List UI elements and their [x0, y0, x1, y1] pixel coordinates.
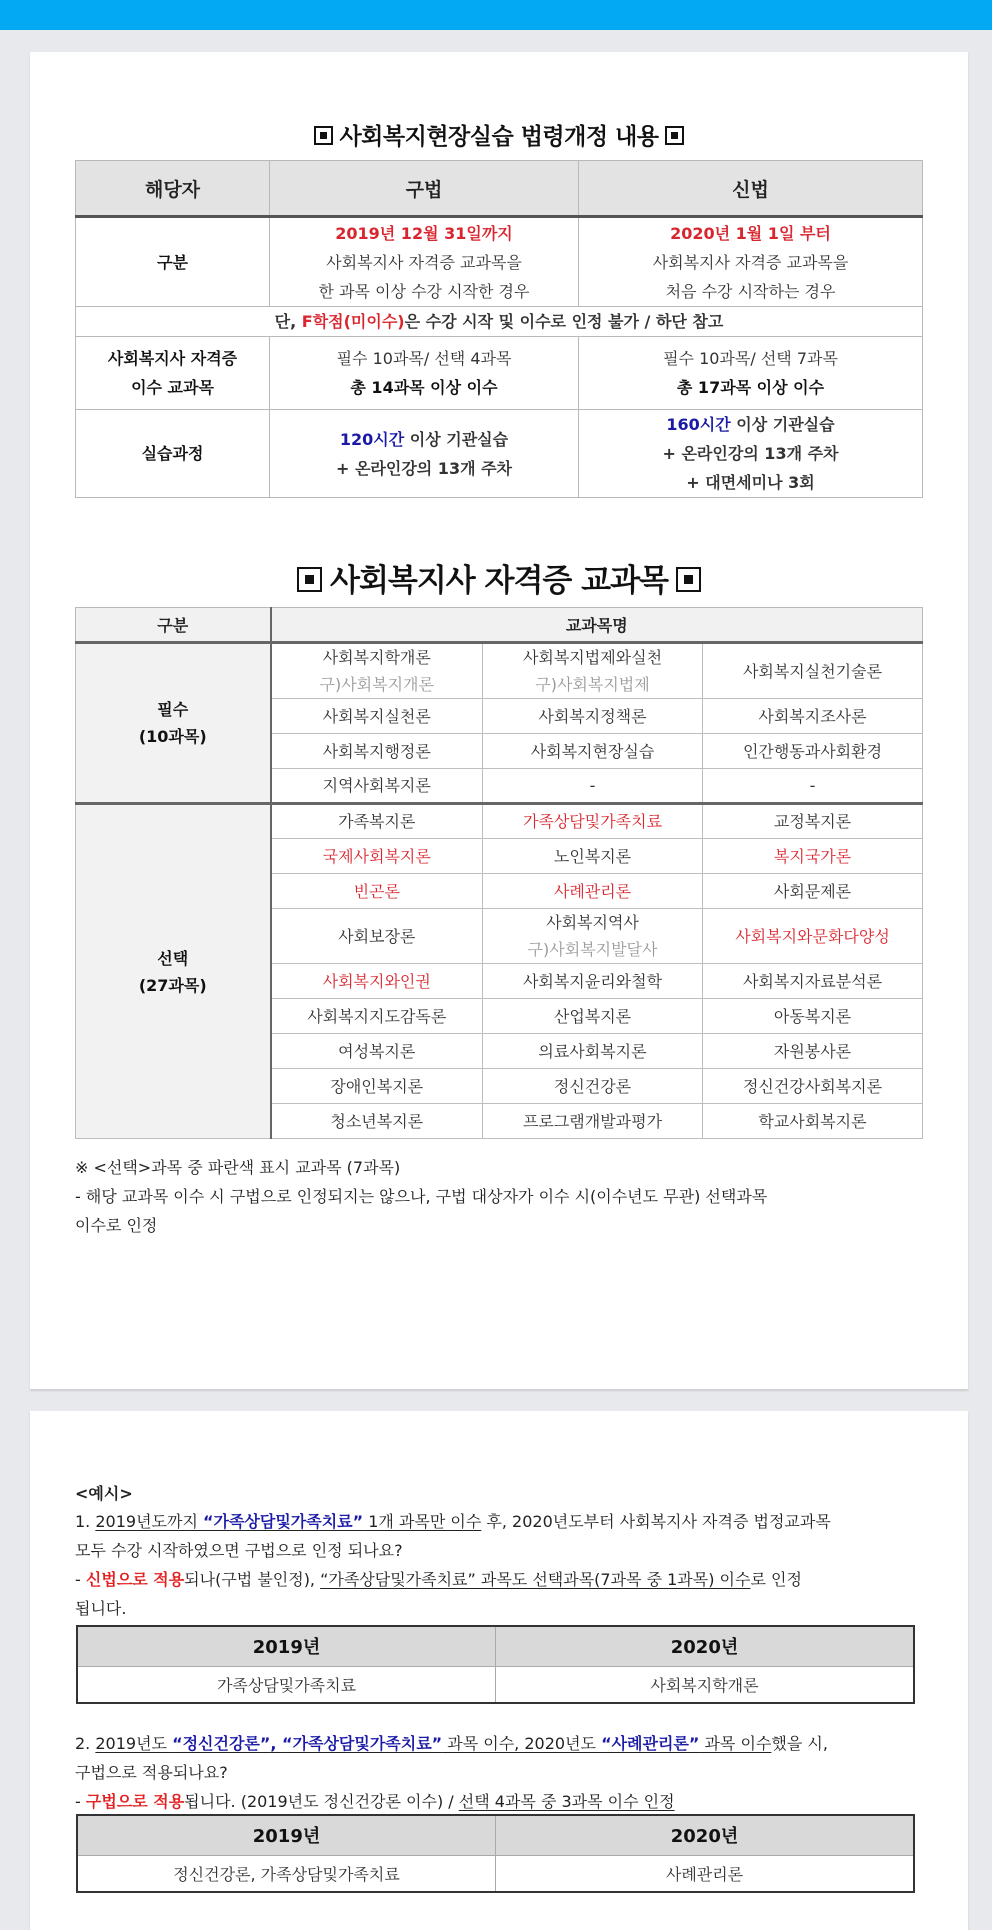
old-law-online: + 온라인강의 13개 주차	[335, 458, 513, 478]
course-cell	[703, 839, 923, 874]
course-name: 학교사회복지론	[758, 1111, 867, 1131]
note-highlight: F학점(미이수)	[301, 312, 405, 331]
header-2020: 2020년	[496, 1626, 915, 1666]
course-cell	[271, 874, 483, 909]
course-name: -	[589, 776, 596, 795]
cell-2019: 가족상담및가족치료	[77, 1666, 496, 1703]
course-cell	[271, 964, 483, 999]
category-count: (10과목)	[138, 727, 207, 746]
note-prefix: 단,	[274, 312, 302, 331]
question-number: 1.	[75, 1512, 96, 1531]
header-2019: 2019년	[77, 1626, 496, 1666]
course-name: 의료사회복지론	[538, 1041, 647, 1061]
curriculum-title	[30, 555, 968, 600]
table-row	[77, 1666, 914, 1703]
answer-verdict: 신법으로 적용	[85, 1570, 185, 1589]
question-text: 과목 이수	[699, 1734, 772, 1753]
course-name: 사회복지역사	[546, 913, 639, 932]
note-line: - 해당 교과목 이수 시 구법으로 인정되지는 않으나, 구법 대상자가 이수 시(이수년도 무관) 선택과목	[75, 1187, 768, 1206]
course-cell	[483, 1104, 703, 1139]
new-law-courses-total: 총 17과목 이상 이수	[676, 378, 825, 397]
header-2019: 2019년	[77, 1815, 496, 1855]
course-name: 자원봉사론	[773, 1041, 852, 1061]
course-name: 사회복지와문화다양성	[735, 926, 890, 946]
course-name: 산업복지론	[553, 1006, 632, 1026]
course-name: 노인복지론	[553, 846, 632, 866]
course-cell	[271, 1034, 483, 1069]
content-card-examples	[30, 1411, 968, 1930]
example-2-question-line1	[75, 1729, 935, 1758]
note-line: 이수로 인정	[75, 1216, 158, 1235]
course-name: 사회보장론	[338, 926, 416, 946]
course-cell	[703, 769, 923, 804]
question-text: 2019년도	[95, 1734, 173, 1753]
answer-text: 로 인정	[750, 1570, 802, 1589]
table-row-practicum	[76, 410, 923, 498]
course-cell	[271, 839, 483, 874]
course-name: 지역사회복지론	[322, 776, 431, 795]
new-law-hours-line	[579, 410, 922, 439]
course-name: 정신건강사회복지론	[742, 1076, 883, 1096]
header-category: 구분	[76, 608, 271, 643]
answer-verdict: 구법으로 적용	[85, 1792, 185, 1811]
row-label-line: 이수 교과목	[131, 378, 214, 397]
course-cell	[483, 874, 703, 909]
example-2-table	[76, 1814, 915, 1893]
separator: ,	[270, 1734, 283, 1753]
black-square-in-square-icon	[676, 567, 701, 592]
answer-dash: -	[75, 1792, 86, 1811]
row-label-line: 사회복지사 자격증	[107, 349, 238, 368]
course-cell	[483, 769, 703, 804]
answer-text: 되나(구법 불인정),	[184, 1570, 321, 1589]
header-new-law: 신법	[579, 161, 923, 217]
old-law-date: 2019년 12월 31일까지	[335, 223, 513, 243]
course-cell	[703, 999, 923, 1034]
course-name: 사회복지법제와실천	[522, 648, 663, 667]
former-course-name: 구)사회복지발달사	[527, 940, 658, 959]
course-name: 사회문제론	[773, 881, 852, 901]
new-law-hours: 160시간	[666, 415, 731, 434]
course-cell	[271, 909, 483, 964]
course-cell	[483, 999, 703, 1034]
course-name: 가족복지론	[338, 812, 416, 831]
row-label	[76, 337, 270, 410]
table-header-row	[76, 608, 923, 643]
row-label: 구분	[76, 217, 270, 307]
course-name: 빈곤론	[353, 881, 400, 901]
old-law-courses-total: 총 14과목 이상 이수	[350, 378, 498, 397]
old-law-hours-rest: 이상 기관실습	[404, 429, 509, 449]
course-name: 사회복지현장실습	[530, 741, 655, 761]
course-name: 사회복지실천기술론	[742, 661, 883, 681]
law-change-table	[75, 160, 923, 498]
course-name: 사회복지실천론	[322, 706, 431, 726]
course-cell	[483, 839, 703, 874]
old-law-desc-1: 사회복지사 자격증 교과목을	[326, 252, 522, 272]
course-name: 장애인복지론	[330, 1076, 424, 1096]
new-law-practicum-cell	[579, 410, 923, 498]
table-row	[76, 804, 923, 839]
course-name: 인간행동과사회환경	[742, 741, 883, 761]
course-cell	[271, 643, 483, 699]
course-cell	[271, 699, 483, 734]
old-law-category-cell	[270, 217, 579, 307]
example-1-answer-line1	[75, 1565, 935, 1594]
question-text: 후, 2020년도부터 사회복지사 자격증 법정교과목	[481, 1512, 831, 1531]
course-cell	[703, 1069, 923, 1104]
course-name: 청소년복지론	[330, 1111, 424, 1131]
former-course-name: 구)사회복지법제	[535, 675, 650, 694]
course-cell	[703, 964, 923, 999]
curriculum-table	[75, 607, 923, 1139]
course-name: 프로그램개발과평가	[522, 1111, 663, 1131]
new-law-courses-cell	[579, 337, 923, 410]
course-cell	[271, 734, 483, 769]
old-law-hours: 120시간	[339, 429, 405, 449]
course-name: 사회복지정책론	[538, 706, 647, 726]
course-cell	[703, 1104, 923, 1139]
answer-underlined: “가족상담및가족치료” 과목도 선택과목(7과목 중 1과목) 이수	[320, 1570, 751, 1589]
question-number: 2.	[75, 1734, 96, 1753]
table-row-category	[76, 217, 923, 307]
course-cell	[703, 1034, 923, 1069]
course-cell	[703, 909, 923, 964]
table-header-row	[77, 1626, 914, 1666]
course-name: 정신건강론	[553, 1076, 632, 1096]
curriculum-title-text: 사회복지사 자격증 교과목	[330, 563, 668, 599]
new-law-date: 2020년 1월 1일 부터	[670, 223, 831, 243]
subject-highlight: “사례관리론”	[601, 1734, 700, 1753]
cell-2020: 사회복지학개론	[496, 1666, 915, 1703]
course-name: 사회복지윤리와철학	[522, 971, 663, 991]
category-count: (27과목)	[138, 975, 207, 995]
example-2-question-line2: 구법으로 적용되나요?	[75, 1763, 228, 1782]
course-cell	[271, 1104, 483, 1139]
table-header-row	[77, 1815, 914, 1855]
subject-highlight: “정신건강론”	[172, 1734, 271, 1753]
course-cell	[483, 1034, 703, 1069]
question-underlined	[95, 1512, 481, 1531]
new-law-online: + 온라인강의 13개 주차	[662, 444, 839, 463]
example-1-question-line1	[75, 1507, 935, 1536]
old-law-courses-cell	[270, 337, 579, 410]
course-name: 사회복지조사론	[758, 706, 867, 726]
course-name: 국제사회복지론	[322, 846, 431, 866]
answer-underlined: 선택 4과목 중 3과목 이수 인정	[458, 1792, 675, 1811]
question-text: 과목 이수, 2020년도	[442, 1734, 602, 1753]
course-cell	[271, 999, 483, 1034]
example-2	[75, 1729, 935, 1816]
table-header-row	[76, 161, 923, 217]
new-law-desc-1: 사회복지사 자격증 교과목을	[652, 252, 849, 272]
old-law-hours-line	[270, 425, 578, 454]
subject-highlight: “가족상담및가족치료”	[203, 1512, 364, 1531]
category-label: 필수	[157, 700, 189, 719]
course-cell	[483, 699, 703, 734]
example-1-question-line2: 모두 수강 시작하였으면 구법으로 인정 되나요?	[75, 1541, 403, 1560]
example-1-answer-line2: 됩니다.	[75, 1599, 127, 1618]
table-row-note	[76, 307, 923, 337]
category-label: 선택	[157, 948, 189, 968]
header-course-name: 교과목명	[271, 608, 923, 643]
black-square-in-square-icon	[665, 126, 684, 145]
course-cell	[483, 1069, 703, 1104]
course-cell	[703, 804, 923, 839]
course-name: 여성복지론	[338, 1041, 416, 1061]
subject-highlight: “가족상담및가족치료”	[282, 1734, 443, 1753]
black-square-in-square-icon	[314, 126, 333, 145]
course-name: 사례관리론	[553, 881, 632, 901]
course-cell	[703, 699, 923, 734]
course-cell	[483, 804, 703, 839]
new-law-seminar: + 대면세미나 3회	[686, 473, 815, 492]
question-underlined	[95, 1734, 771, 1753]
curriculum-notes	[75, 1153, 925, 1240]
new-law-hours-rest: 이상 기관실습	[730, 415, 835, 434]
course-cell	[271, 804, 483, 839]
category-required	[76, 643, 271, 804]
course-name: -	[809, 776, 816, 795]
course-cell	[703, 643, 923, 699]
category-elective	[76, 804, 271, 1139]
course-name: 가족상담및가족치료	[522, 812, 663, 831]
note-line: ※ <선택>과목 중 파란색 표시 교과목 (7과목)	[75, 1158, 401, 1177]
note-suffix: 은 수강 시작 및 이수로 인정 불가 / 하단 참고	[404, 312, 724, 331]
header-old-law: 구법	[270, 161, 579, 217]
cell-2019: 정신건강론, 가족상담및가족치료	[77, 1855, 496, 1892]
law-change-title	[30, 118, 968, 151]
black-square-in-square-icon	[297, 567, 322, 592]
course-cell	[271, 769, 483, 804]
table-row	[76, 643, 923, 699]
course-name: 복지국가론	[773, 846, 852, 866]
course-name: 사회복지지도감독론	[307, 1006, 447, 1026]
answer-text: 됩니다. (2019년도 정신건강론 이수) /	[184, 1792, 459, 1811]
top-app-bar	[0, 0, 992, 30]
header-2020: 2020년	[496, 1815, 915, 1855]
header-target: 해당자	[76, 161, 270, 217]
old-law-courses-split: 필수 10과목/ 선택 4과목	[336, 349, 512, 368]
answer-dash: -	[75, 1570, 86, 1589]
new-law-courses-split: 필수 10과목/ 선택 7과목	[663, 349, 838, 368]
course-cell	[483, 964, 703, 999]
former-course-name: 구)사회복지개론	[319, 675, 434, 694]
f-grade-note	[76, 307, 923, 337]
course-cell	[703, 874, 923, 909]
course-name: 교정복지론	[773, 812, 852, 831]
course-cell	[483, 734, 703, 769]
course-cell	[483, 909, 703, 964]
course-name: 아동복지론	[773, 1006, 852, 1026]
course-cell	[483, 643, 703, 699]
question-text: 했을 시,	[771, 1734, 828, 1753]
content-card-curriculum	[30, 52, 968, 1389]
course-name: 사회복지행정론	[322, 741, 431, 761]
example-2-answer-line	[75, 1787, 935, 1816]
new-law-desc-2: 처음 수강 시작하는 경우	[665, 281, 836, 301]
course-cell	[271, 1069, 483, 1104]
old-law-practicum-cell	[270, 410, 579, 498]
example-1	[75, 1507, 935, 1623]
table-row	[77, 1855, 914, 1892]
course-cell	[703, 734, 923, 769]
example-1-table	[76, 1625, 915, 1704]
question-text: 2019년도까지	[95, 1512, 203, 1531]
examples-heading: <예시>	[75, 1484, 133, 1503]
course-name: 사회복지자료분석론	[742, 971, 883, 991]
cell-2020: 사례관리론	[496, 1855, 915, 1892]
question-text: 1개 과목만 이수	[363, 1512, 482, 1531]
table-row-courses	[76, 337, 923, 410]
course-name: 사회복지학개론	[322, 648, 431, 667]
law-change-title-text: 사회복지현장실습 법령개정 내용	[339, 124, 659, 150]
new-law-category-cell	[579, 217, 923, 307]
course-name: 사회복지와인권	[322, 971, 431, 991]
row-label: 실습과정	[76, 410, 270, 498]
curriculum-table-body	[76, 643, 923, 1139]
old-law-desc-2: 한 과목 이상 수강 시작한 경우	[318, 281, 530, 301]
